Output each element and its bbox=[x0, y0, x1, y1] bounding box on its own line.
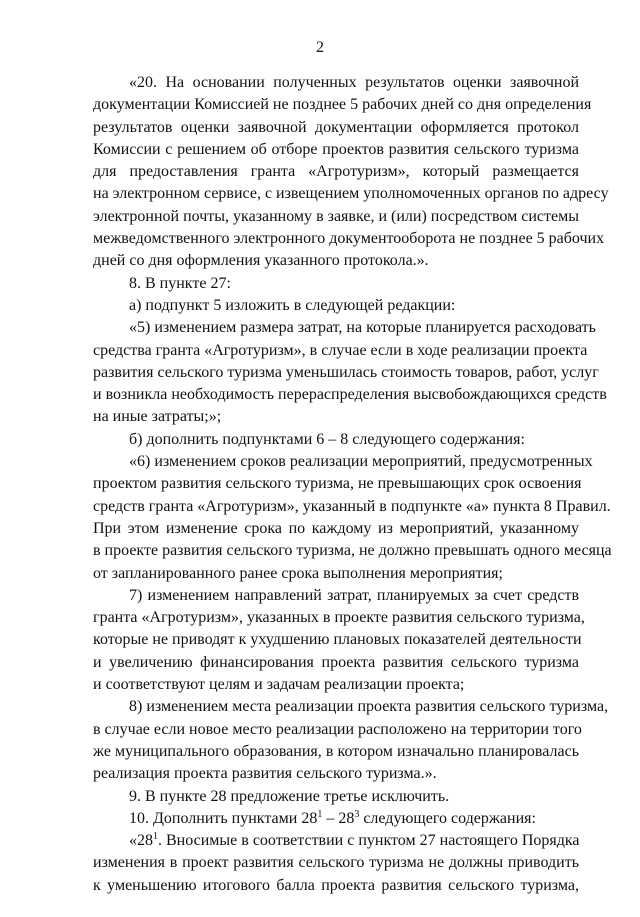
text-line: средств гранта «Агротуризм», указанный в подпункте «а» пункта 8 Правил. bbox=[93, 497, 611, 515]
text-line: проектом развития сельского туризма, не превышающих срок освоения bbox=[93, 475, 582, 493]
text-fragment: – 28 bbox=[322, 809, 355, 827]
text-line: к уменьшению итогового балла проекта развития сельского туризма, bbox=[93, 876, 579, 894]
text-line: которые не приводят к ухудшению плановых показателей деятельности bbox=[93, 631, 582, 649]
text-line: на иные затраты;»; bbox=[93, 408, 222, 426]
text-fragment: 10. Дополнить пунктами 28 bbox=[129, 809, 318, 827]
text-line bbox=[93, 830, 579, 852]
text-line: в случае если новое место реализации расположено на территории того bbox=[93, 720, 582, 738]
text-line: б) дополнить подпунктами 6 – 8 следующего содержания: bbox=[129, 430, 525, 448]
text-line: и соответствуют целям и задачам реализации проекта; bbox=[93, 676, 465, 694]
text-line: и увеличению финансирования проекта развития сельского туризма bbox=[93, 653, 579, 671]
text-line: на электронном сервисе, с извещением уполномоченных органов по адресу bbox=[93, 185, 609, 203]
page-number: 2 bbox=[316, 39, 324, 56]
text-line: документации Комиссией не позднее 5 рабочих дней со дня определения bbox=[93, 96, 592, 114]
text-line: «6) изменением сроков реализации мероприятий, предусмотренных bbox=[129, 453, 593, 471]
superscript: 1 bbox=[317, 808, 323, 820]
text-line: изменения в проект развития сельского туризма не должны приводить bbox=[93, 854, 579, 872]
text-line: 8) изменением места реализации проекта развития сельского туризма, bbox=[129, 698, 609, 716]
text-line: 9. В пункте 28 предложение третье исключить. bbox=[129, 787, 450, 805]
text-line: межведомственного электронного документооборота не позднее 5 рабочих bbox=[93, 230, 605, 248]
text-line: средства гранта «Агротуризм», в случае если в ходе реализации проекта bbox=[93, 341, 588, 359]
text-line: 8. В пункте 27: bbox=[129, 274, 231, 292]
text-line: результатов оценки заявочной документации оформляется протокол bbox=[93, 118, 579, 136]
text-line bbox=[93, 808, 579, 830]
superscript: 3 bbox=[354, 808, 360, 820]
superscript: 1 bbox=[153, 831, 158, 843]
text-line: от запланированного ранее срока выполнения мероприятия; bbox=[93, 564, 503, 582]
text-line: При этом изменение срока по каждому из мероприятий, указанному bbox=[93, 519, 579, 537]
document-body bbox=[93, 72, 612, 897]
text-line: а) подпункт 5 изложить в следующей редакции: bbox=[129, 296, 456, 314]
text-line: «5) изменением размера затрат, на которые планируется расходовать bbox=[129, 319, 596, 337]
text-line: и возникла необходимость перераспределения высвобождающихся средств bbox=[93, 386, 607, 404]
text-line: «20. На основании полученных результатов оценки заявочной bbox=[129, 74, 579, 91]
text-line: реализация проекта развития сельского туризма.». bbox=[93, 765, 437, 783]
text-line: гранта «Агротуризм», указанных в проекте развития сельского туризма, bbox=[93, 609, 585, 627]
text-line: в проекте развития сельского туризма, не должно превышать одного месяца bbox=[93, 542, 612, 560]
text-line: дней со дня оформления указанного протокола.». bbox=[93, 252, 429, 270]
text-line: электронной почты, указанному в заявке, и (или) посредством системы bbox=[93, 207, 579, 225]
text-fragment: «28 bbox=[129, 832, 153, 850]
text-line: 7) изменением направлений затрат, планируемых за счет средств bbox=[129, 586, 579, 604]
text-line: развития сельского туризма уменьшилась стоимость товаров, работ, услуг bbox=[93, 363, 599, 381]
text-line: Комиссии с решением об отборе проектов развития сельского туризма bbox=[93, 140, 579, 158]
text-line: же муниципального образования, в котором изначально планировалась bbox=[93, 742, 579, 760]
text-fragment: . Вносимые в соответствии с пунктом 27 настоящего Порядка bbox=[158, 832, 580, 850]
text-line: для предоставления гранта «Агротуризм», который размещается bbox=[93, 163, 579, 181]
text-fragment: следующего содержания: bbox=[359, 809, 536, 827]
